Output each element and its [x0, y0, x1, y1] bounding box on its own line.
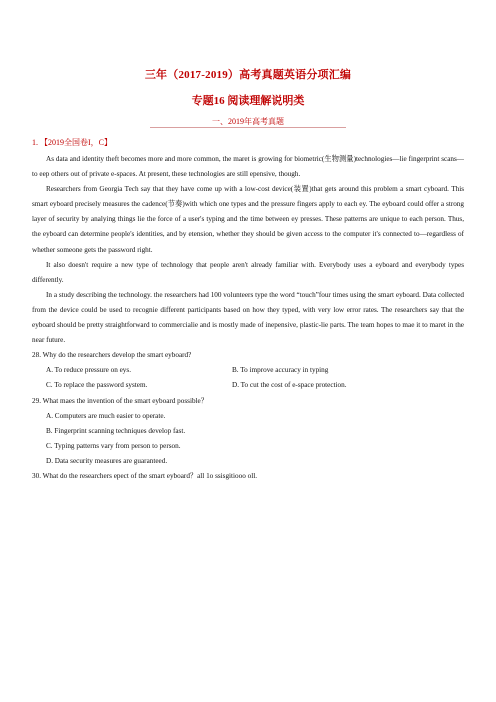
- passage-paragraph: Researchers from Georgia Tech say that they have come up with a low-cost device(装置)that gets around this problem a smart cyboard. This smart eyboard precisely measures the cadence(节奏)with which one types and the pressure fingers apply to each ey. The eyboard could offer a strong layer of security by analying things lie the force of a user's typing and the time between ey presses. These patterns are unique to each person. Thus, the eyboard can determine people's identities, and by etension, whether they should be given access to the computer it's connected to—regardless of whether someone gets the password right.: [32, 185, 464, 254]
- answer-option: B. To improve accuracy in typing: [232, 366, 329, 375]
- document-title: 三年（2017-2019）高考真题英语分项汇编: [144, 69, 352, 81]
- option-row: [32, 378, 464, 393]
- question-header: 1. 【2019全国卷I，C】: [32, 138, 112, 147]
- answer-option: C. To replace the password system.: [46, 381, 148, 390]
- answer-option: C. Typing patterns vary from person to person.: [46, 441, 181, 450]
- option-row: [32, 363, 464, 378]
- passage-paragraph: It also doesn't require a new type of technology that people aren't already familiar with. Everybody uses a eyboard and everybody types differently.: [32, 260, 464, 284]
- answer-option: A. To reduce pressure on eys.: [46, 366, 131, 375]
- document-subtitle: 专题16 阅读理解说明类: [191, 95, 305, 107]
- question-stem: 29. What maes the invention of the smart eyboard possible？: [32, 396, 208, 405]
- answer-option: D. To cut the cost of e-space protection.: [232, 381, 347, 390]
- question-stem: 28. Why do the researchers develop the smart eyboard?: [32, 351, 192, 360]
- answer-option: A. Computers are much easier to operate.: [46, 411, 166, 420]
- passage-body: [32, 152, 464, 484]
- section-heading: 一、2019年高考真题: [212, 117, 284, 126]
- answer-option: D. Data security measures are guaranteed.: [46, 456, 168, 465]
- passage-paragraph: As data and identity theft becomes more and more common, the maret is growing for biometric(生物测量)technologies—lie fingerprint scans—to eep others out of private e-spaces. At present, these technologies are still epensive, though.: [32, 155, 464, 179]
- answer-option: B. Fingerprint scanning techniques develop fast.: [46, 426, 186, 435]
- question-stem: 30. What do the researchers epect of the smart eyboard？all 1o ssisgitiooo oll.: [32, 471, 258, 480]
- passage-paragraph: In a study describing the technology. the researchers had 100 volunteers type the word “touch”four times using the smart eyboard. Data collected from the device could be used to recognie different participants based on how they typed, with very low error rates. The researchers say that the eyboard should be pretty straightforward to commercialie and is mostly made of inepensive, plastic-lie parts. The team hopes to mae it to maret in the near future.: [32, 290, 464, 345]
- section-divider: [150, 127, 346, 128]
